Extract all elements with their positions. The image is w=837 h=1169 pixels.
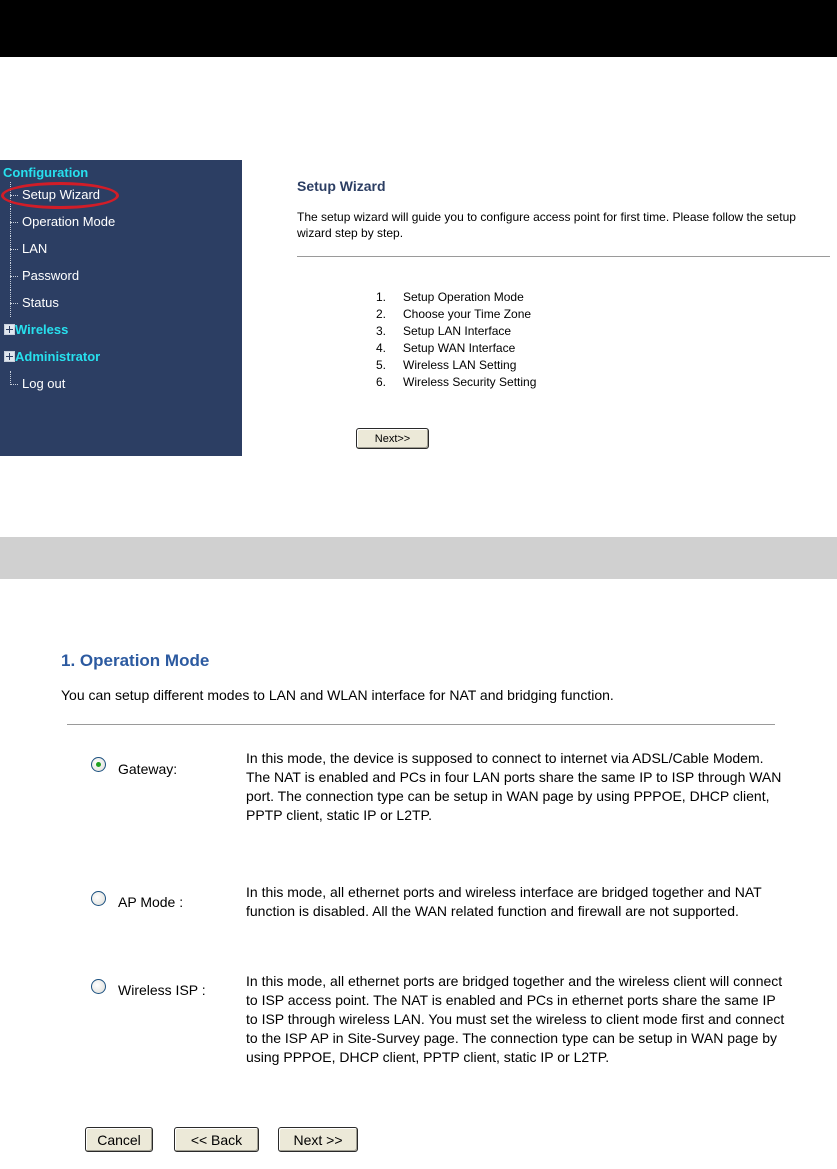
step-text: Setup WAN Interface	[403, 341, 516, 355]
cancel-button[interactable]: Cancel	[85, 1127, 153, 1152]
tree-connector	[5, 263, 19, 290]
wizard-next-button[interactable]: Next>>	[356, 428, 429, 449]
wizard-steps-list	[376, 289, 536, 391]
tree-connector	[5, 209, 19, 236]
step-number: 1.	[376, 290, 387, 304]
gateway-description: In this mode, the device is supposed to connect to internet via ADSL/Cable Modem. The NAT is enabled and PCs in four LAN ports share the same IP to ISP through WAN port. The connection type can be setup in WAN page by using PPPOE, DHCP client, PPTP client, static IP or L2TP.	[246, 750, 782, 823]
highlight-oval	[1, 182, 119, 209]
sidebar-item-label: Password	[22, 268, 80, 283]
wireless-isp-description: In this mode, all ethernet ports are bridged together and the wireless client will connect to ISP access point. The NAT is enabled and PCs in ethernet ports share the same IP to ISP through wireless LAN. You must set the wireless to client mode first and connect to the ISP AP in Site-Survey page. The connection type can be setup in WAN page by using PPPOE, DHCP client, PPTP client, static IP or L2TP.	[246, 973, 785, 1065]
wizard-description: The setup wizard will guide you to configure access point for first time. Please follow the setup wizard step by step.	[297, 210, 796, 240]
ap-mode-description: In this mode, all ethernet ports and wireless interface are bridged together and NAT function is disabled. All the WAN related function and firewall are not supported.	[246, 884, 762, 919]
sidebar-item-label: Log out	[22, 376, 66, 391]
step-text: Setup Operation Mode	[403, 290, 524, 304]
sidebar-item-label: Status	[22, 295, 59, 310]
wireless-isp-label: Wireless ISP :	[118, 982, 206, 998]
sidebar-item-password[interactable]	[5, 263, 235, 290]
list-item	[376, 374, 536, 391]
list-item	[376, 340, 536, 357]
sidebar-group-label: Wireless	[15, 322, 69, 337]
tree-connector	[5, 371, 19, 398]
tree-connector	[5, 236, 19, 263]
sidebar-item-label: Setup Wizard	[22, 187, 101, 202]
step-number: 2.	[376, 307, 387, 321]
operation-mode-description: You can setup different modes to LAN and WLAN interface for NAT and bridging function.	[61, 687, 614, 703]
list-item	[376, 306, 536, 323]
sidebar-item-label: LAN	[22, 241, 48, 256]
back-button[interactable]: << Back	[174, 1127, 259, 1152]
sidebar-heading: Configuration	[3, 165, 89, 180]
step-number: 6.	[376, 375, 387, 389]
ap-mode-label: AP Mode :	[118, 894, 184, 910]
step-number: 3.	[376, 324, 387, 338]
step-text: Setup LAN Interface	[403, 324, 512, 338]
step-text: Wireless LAN Setting	[403, 358, 517, 372]
step-number: 5.	[376, 358, 387, 372]
divider	[67, 724, 775, 725]
step-number: 4.	[376, 341, 387, 355]
step-text: Choose your Time Zone	[403, 307, 532, 321]
expand-plus-icon[interactable]	[4, 351, 15, 362]
gateway-label: Gateway:	[118, 761, 178, 777]
sidebar-item-logout[interactable]	[5, 371, 235, 398]
operation-mode-title: 1. Operation Mode	[61, 651, 210, 670]
wireless-isp-radio[interactable]	[91, 979, 106, 994]
section-band	[0, 537, 837, 579]
ap-mode-radio[interactable]	[91, 891, 106, 906]
list-item	[376, 289, 536, 306]
tree-connector	[5, 290, 19, 317]
list-item	[376, 357, 536, 374]
sidebar-item-lan[interactable]	[5, 236, 235, 263]
sidebar-item-status[interactable]	[5, 290, 235, 317]
sidebar-item-operation-mode[interactable]	[5, 209, 235, 236]
divider	[297, 256, 830, 257]
next-button[interactable]: Next >>	[278, 1127, 358, 1152]
top-banner	[0, 0, 837, 57]
gateway-radio[interactable]	[91, 757, 106, 772]
sidebar-item-label: Operation Mode	[22, 214, 116, 229]
wizard-title: Setup Wizard	[297, 178, 386, 194]
expand-plus-icon[interactable]	[4, 324, 15, 335]
list-item	[376, 323, 536, 340]
sidebar-group-label: Administrator	[15, 349, 101, 364]
step-text: Wireless Security Setting	[403, 375, 537, 389]
